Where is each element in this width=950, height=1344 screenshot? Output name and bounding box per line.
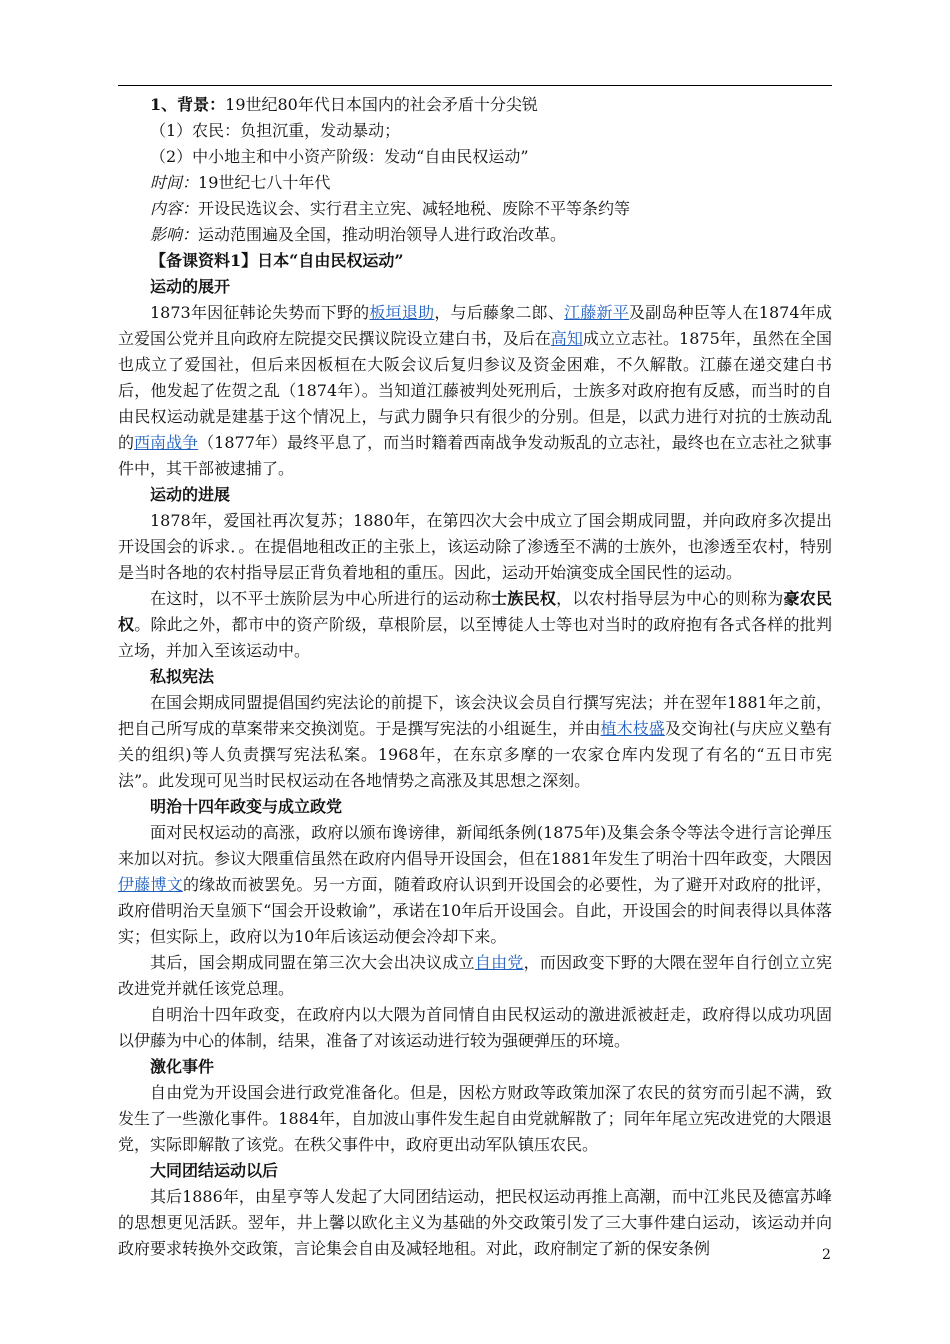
link-ueki[interactable]: 植木枝盛: [600, 719, 665, 738]
bold-term: 士族民权: [491, 589, 557, 608]
impact-label: 影响：: [150, 225, 199, 244]
text-run: ，与后藤象二郎、: [434, 303, 565, 322]
paragraph-coup-2: [118, 950, 832, 1002]
link-eto[interactable]: 江藤新平: [564, 303, 630, 322]
section-heading-expansion: 运动的展开: [150, 277, 231, 296]
paragraph-progress-1: 1878年，爱国社再次复苏；1880年，在第四次大会中成立了国会期成同盟，并向政府多次提出开设国会的诉求．。在提倡地租改正的主张上，该运动除了渗透至不满的士族外，也渗透至农村，特别是当时各地的农村指导层正背负着地租的重压。因此，运动开始演变成全国民性的运动。: [118, 511, 832, 582]
text-run: 其后，国会期成同盟在第三次大会出决议成立: [150, 953, 475, 972]
time-text: 19世纪七八十年代: [198, 173, 331, 192]
section-heading-constitution: 私拟宪法: [150, 667, 215, 686]
impact-text: 运动范围遍及全国，推动明治领导人进行政治改革。: [198, 225, 567, 244]
text-run: 成立立志社。1875年，虽然在全国也成立了爱国社，但后来因板桓在大阪会议后复归参议及资金困难，不久解散。江藤在递交建白书后，他发起了佐贺之乱（1874年）。当知道江藤被判处死刑后，士族多对政府抱有反感，而当时的自由民权运动就是建基于这个情况上，与武力闘争只有很少的分别。但是，以武力进行对抗的士族动乱的: [118, 329, 832, 452]
link-itagaki[interactable]: 板垣退助: [369, 303, 435, 322]
section-heading-incidents: 激化事件: [150, 1057, 215, 1076]
background-text: 19世纪80年代日本国内的社会矛盾十分尖锐: [225, 95, 538, 114]
text-run: 1873年因征韩论失势而下野的: [150, 303, 370, 322]
text-run: 的缘故而被罢免。另一方面，随着政府认识到开设国会的必要性，为了避开对政府的批评，政府借明治天皇颁下“国会开设敕谕”，承诺在10年后开设国会。自此，开设国会的时间表得以具体落实；但实际上，政府以为10年后该运动便会冷却下来。: [118, 875, 832, 946]
section-heading-progress: 运动的进展: [150, 485, 231, 504]
content-text: 开设民选议会、实行君主立宪、减轻地税、废除不平等条约等: [198, 199, 631, 218]
paragraph-progress-2: [118, 586, 832, 664]
time-line: [118, 170, 832, 196]
text-run: 在这时，以不平士族阶层为中心所进行的运动称: [150, 589, 492, 608]
material-title: 【备课资料1】日本“自由民权运动”: [150, 251, 404, 270]
landlords-item: （2）中小地主和中小资产阶级：发动“自由民权运动”: [150, 147, 529, 166]
paragraph-unity: 其后1886年，由星亨等人发起了大同团结运动，把民权运动再推上高潮，而中江兆民及德富苏峰的思想更见活跃。翌年，井上馨以欧化主义为基础的外交政策引发了三大事件建白运动，该运动并向政府要求转换外交政策，言论集会自由及减轻地租。对此，政府制定了新的保安条例: [118, 1187, 832, 1258]
link-ito[interactable]: 伊藤博文: [118, 875, 183, 894]
paragraph-coup-1: [118, 820, 832, 950]
farmers-item: （1）农民：负担沉重，发动暴动；: [150, 121, 401, 140]
content-label: 内容：: [150, 199, 199, 218]
paragraph-constitution: [118, 690, 832, 794]
paragraph-incidents: 自由党为开设国会进行政党准备化。但是，因松方财政等政策加深了农民的贫穷而引起不满，致发生了一些激化事件。1884年，自加波山事件发生起自由党就解散了；同年年尾立宪改进党的大隈退党，实际即解散了该党。在秩父事件中，政府更出动军队镇压农民。: [118, 1083, 832, 1154]
link-liberal-party[interactable]: 自由党: [474, 953, 524, 972]
text-run: 面对民权运动的高涨，政府以颁布谗谤律，新闻纸条例(1875年)及集会条令等法令进行言论弹压来加以对抗。参议大隈重信虽然在政府内倡导开设国会，但在1881年发生了明治十四年政变，大隈因: [118, 823, 832, 868]
section-heading-unity: 大同团结运动以后: [150, 1161, 279, 1180]
header-rule: [118, 85, 832, 86]
background-line: [118, 92, 832, 118]
page-number: 2: [822, 1247, 831, 1263]
background-label: 1、背景：: [150, 95, 226, 114]
text-run: 在国会期成同盟提倡国约宪法论的前提下，该会決议会员自行撰写宪法；并在翌年1881年之前，把自己所写成的草案带来交换浏览。于是撰写宪法的小组诞生，并由: [118, 693, 832, 738]
content-line: [118, 196, 832, 222]
text-run: 。除此之外，都市中的资产阶级，草根阶层，以至博徒人士等也对当时的政府抱有各式各样的批判立场，并加入至该运动中。: [118, 615, 832, 660]
impact-line: [118, 222, 832, 248]
bold-term: 豪农民权: [118, 589, 832, 634]
link-kochi[interactable]: 高知: [550, 329, 583, 348]
paragraph-expansion: [118, 300, 832, 482]
link-seinan-war[interactable]: 西南战争: [134, 433, 199, 452]
section-heading-coup: 明治十四年政变与成立政党: [150, 797, 343, 816]
text-run: ，以农村指导层为中心的则称为: [556, 589, 784, 608]
text-run: ，而因政变下野的大隈在翌年自行创立立宪改进党并就任该党总理。: [118, 953, 832, 998]
text-run: 及副岛种臣等人在1874年成立爱国公党并且向政府左院提交民撰议院设立建白书，及后在: [118, 303, 832, 348]
time-label: 时间：: [150, 173, 199, 192]
text-run: 及交询社(与庆应义塾有关的组织)等人负责撰写宪法私案。1968年，在东京多摩的一农家仓库内发现了有名的“五日市宪法”。此发现可见当时民权运动在各地情势之高涨及其思想之深刻。: [118, 719, 832, 790]
paragraph-coup-3: 自明治十四年政变，在政府内以大隈为首同情自由民权运动的激进派被赶走，政府得以成功巩固以伊藤为中心的体制，结果，准备了对该运动进行较为强硬弹压的环境。: [118, 1005, 832, 1050]
document-body: [118, 92, 832, 1262]
text-run: （1877年）最终平息了，而当时籍着西南战争发动叛乱的立志社，最终也在立志社之狱事件中，其干部被逮捕了。: [118, 433, 832, 478]
